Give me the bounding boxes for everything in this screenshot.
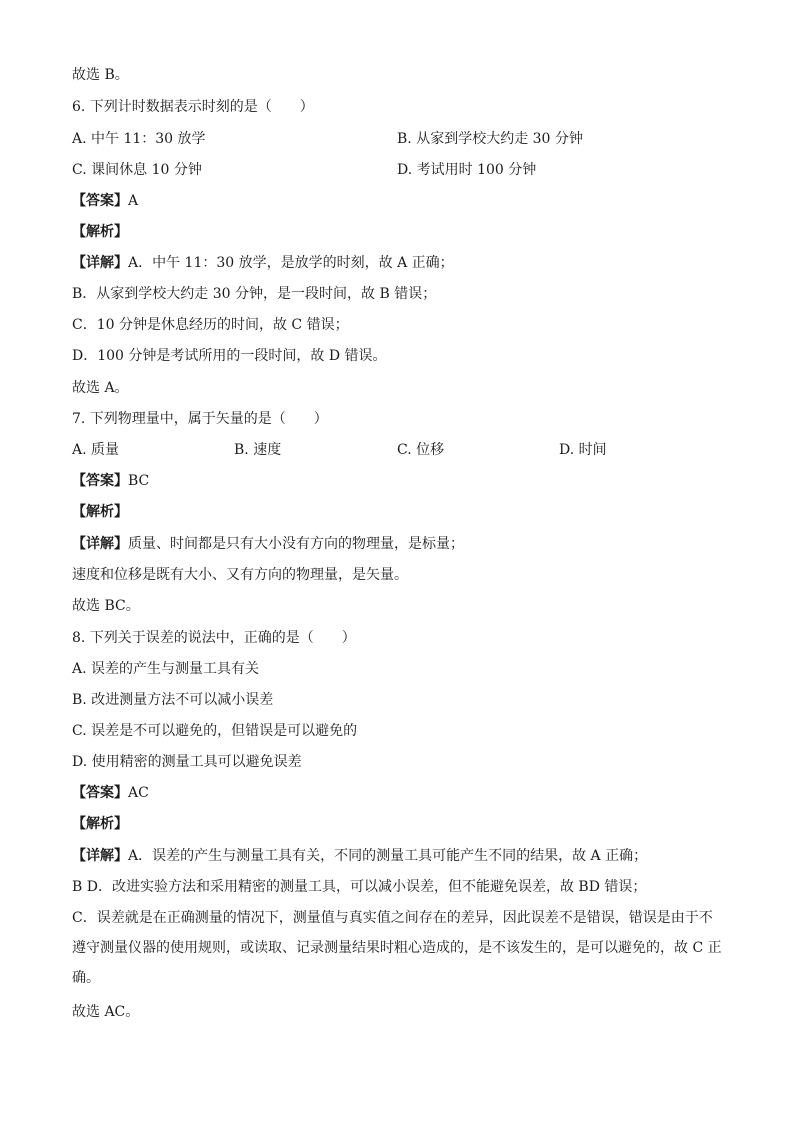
q8-answer (72, 782, 722, 804)
q6-option-b: B. 从家到学校大约走 30 分钟 (397, 131, 583, 147)
q6-answer (72, 190, 722, 212)
q8-conclusion: 故选 AC。 (72, 1004, 140, 1020)
q6-conclusion: 故选 A。 (72, 380, 129, 396)
answer-label: 【答案】 (72, 785, 128, 801)
question-6: 6. 下列计时数据表示时刻的是（ ） (72, 99, 314, 115)
q6-detail-3: C．10 分钟是休息经历的时间，故 C 错误； (72, 317, 349, 333)
q8-detail-2: B D．改进实验方法和采用精密的测量工具，可以减小误差，但不能避免误差，故 BD 错误； (72, 879, 647, 895)
q6-detail-1 (72, 252, 722, 274)
q6-options-row-2 (72, 159, 722, 181)
q6-option-c: C. 课间休息 10 分钟 (72, 162, 202, 178)
answer-value: BC (128, 473, 150, 489)
detail-label: 【详解】 (72, 255, 128, 271)
detail-text: 质量、时间都是只有大小没有方向的物理量，是标量； (128, 536, 464, 552)
detail-label: 【详解】 (72, 848, 128, 864)
answer-label: 【答案】 (72, 473, 128, 489)
conclusion-prev: 故选 B。 (72, 67, 129, 83)
detail-text: A．中午 11：30 放学，是放学的时刻，故 A 正确； (128, 255, 454, 271)
q8-option-d: D. 使用精密的测量工具可以避免误差 (72, 754, 302, 770)
q7-answer (72, 470, 722, 492)
q6-detail-2: B．从家到学校大约走 30 分钟，是一段时间，故 B 错误； (72, 286, 437, 302)
q8-option-b: B. 改进测量方法不可以减小误差 (72, 692, 274, 708)
question-8: 8. 下列关于误差的说法中，正确的是（ ） (72, 630, 356, 646)
q7-conclusion: 故选 BC。 (72, 598, 140, 614)
q6-analysis-label: 【解析】 (72, 224, 128, 240)
q7-option-c: C. 位移 (397, 442, 445, 458)
q8-option-a: A. 误差的产生与测量工具有关 (72, 661, 260, 677)
answer-value: AC (128, 785, 149, 801)
q8-analysis-label: 【解析】 (72, 816, 128, 832)
q8-detail-3: C．误差就是在正确测量的情况下，测量值与真实值之间存在的差异，因此误差不是错误，错误是由于不遵守测量仪器的使用规则，或读取、记录测量结果时粗心造成的，是不该发生的，是可以避免的，故 C 正确。 (72, 910, 722, 986)
detail-label: 【详解】 (72, 536, 128, 552)
q8-option-c: C. 误差是不可以避免的，但错误是可以避免的 (72, 723, 358, 739)
question-7: 7. 下列物理量中，属于矢量的是（ ） (72, 411, 328, 427)
q6-options-row-1 (72, 128, 722, 150)
q6-option-a: A. 中午 11：30 放学 (72, 131, 206, 147)
answer-label: 【答案】 (72, 193, 128, 209)
detail-text: A．误差的产生与测量工具有关，不同的测量工具可能产生不同的结果，故 A 正确； (128, 848, 648, 864)
q7-options-row (72, 439, 722, 461)
q7-option-a: A. 质量 (72, 442, 120, 458)
q8-detail-1 (72, 845, 722, 867)
q6-detail-4: D．100 分钟是考试所用的一段时间，故 D 错误。 (72, 348, 387, 364)
q7-detail-2: 速度和位移是既有大小、又有方向的物理量，是矢量。 (72, 567, 408, 583)
q7-analysis-label: 【解析】 (72, 504, 128, 520)
q6-option-d: D. 考试用时 100 分钟 (397, 162, 537, 178)
q7-option-d: D. 时间 (559, 442, 607, 458)
q7-option-b: B. 速度 (234, 442, 282, 458)
answer-value: A (128, 193, 139, 209)
q7-detail-1 (72, 533, 722, 555)
